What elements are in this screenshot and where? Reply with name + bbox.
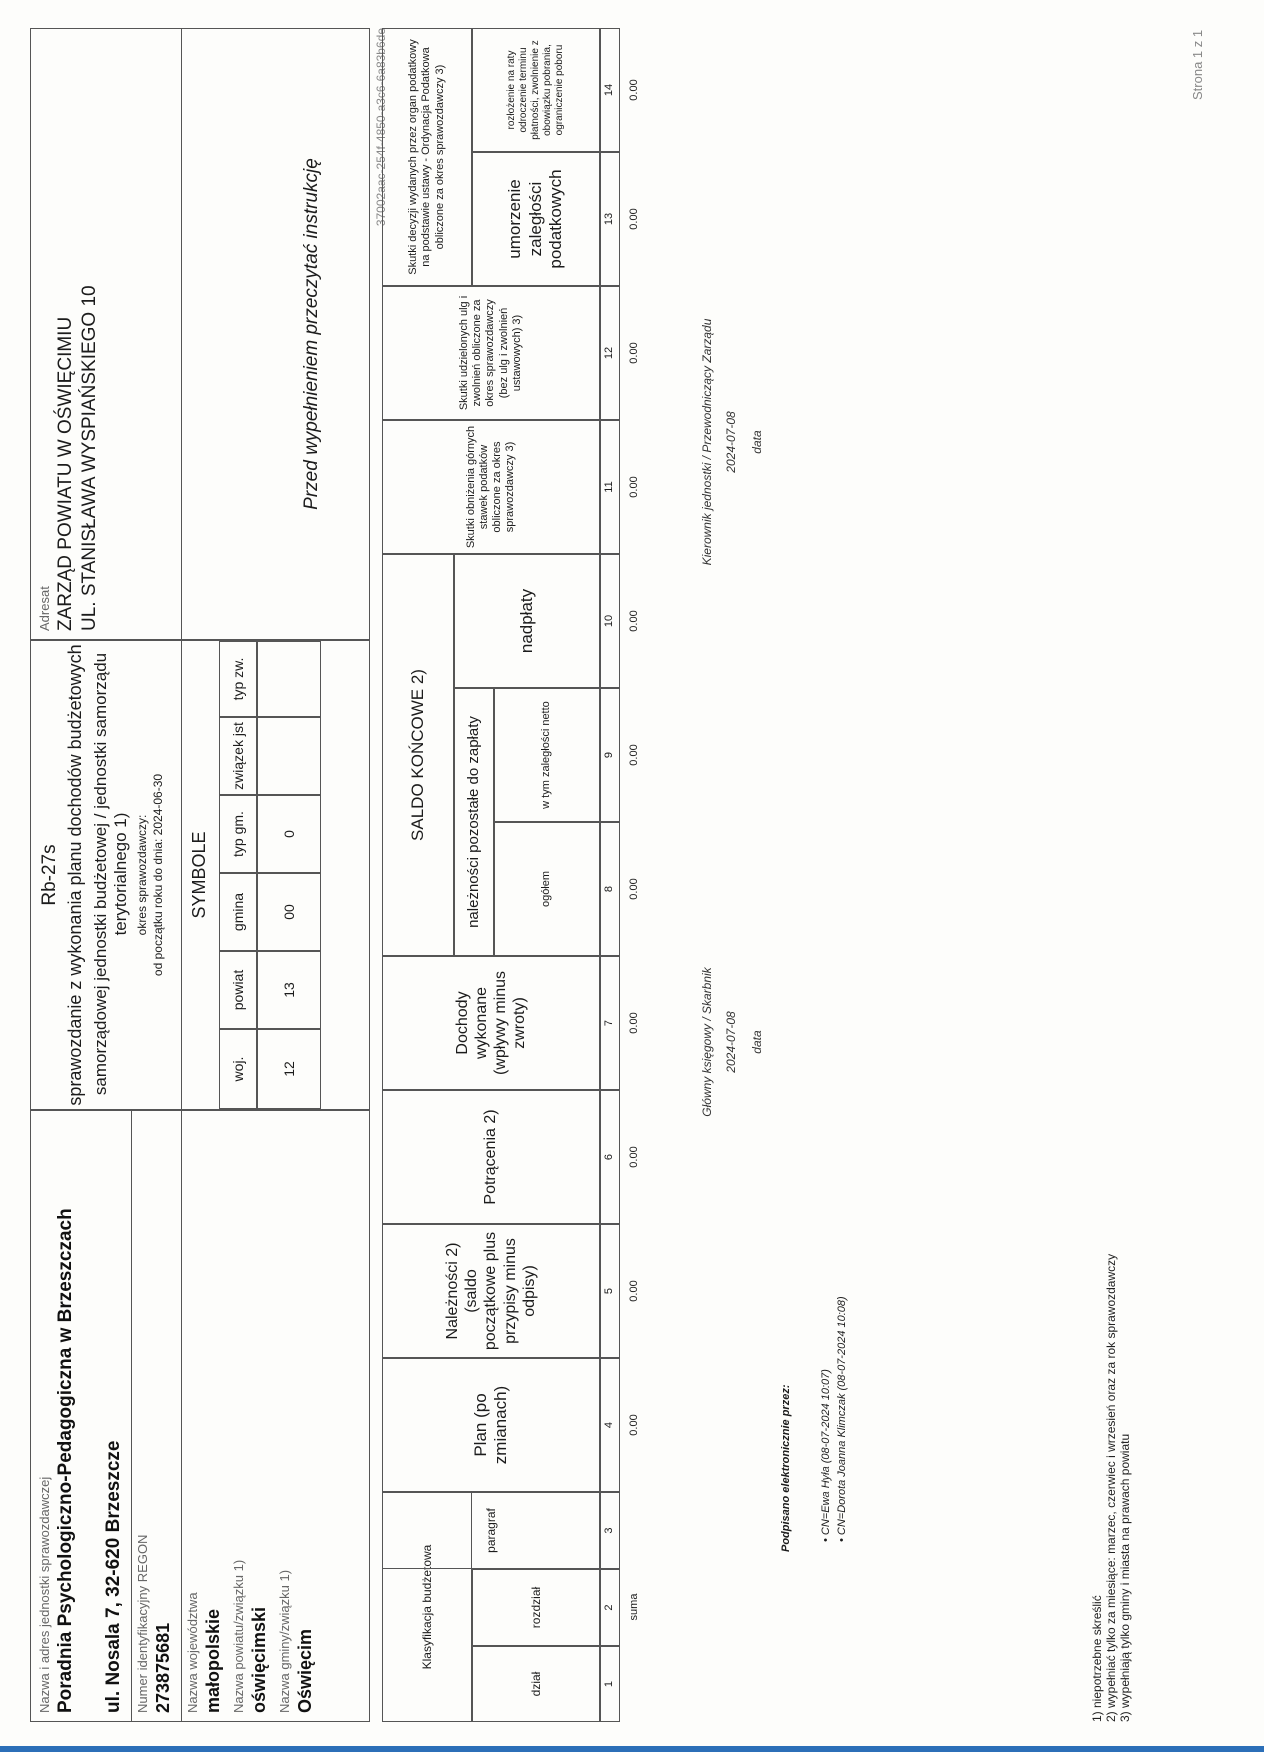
suma-ogolem: 0.00	[628, 878, 641, 900]
potracenia-header: Potrącenia 2)	[382, 1090, 600, 1224]
title-line-1: sprawozdanie z wykonania planu dochodów budżetowych	[65, 644, 85, 1106]
col-number-4: 4	[600, 1358, 620, 1492]
jednostka-name: Poradnia Psychologiczno-Pedagogiczna w Brzeszczach	[55, 1208, 76, 1713]
naleznosci-header: Należności 2) (saldo początkowe plus przypisy minus odpisy)	[382, 1224, 600, 1358]
col-number-5: 5	[600, 1224, 620, 1358]
symbol-col-gmina: gmina	[219, 873, 257, 951]
col-number-2: 2	[600, 1569, 620, 1646]
page-label: Strona 1 z 1	[1190, 29, 1205, 100]
signer-2: • CN=Dorota Joanna Klimczak (08-07-2024 10:08)	[836, 1296, 848, 1542]
skutki-obnizenia-header: Skutki obniżenia górnych stawek podatków obliczone za okres sprawozdawczy 3)	[382, 420, 600, 554]
document-id: 37002aac-254f-4850-a3c6-6a83b6de	[374, 28, 388, 227]
symbol-val-zwiazek	[257, 717, 321, 795]
skarbnik-date-label: data	[750, 1030, 764, 1054]
suma-dochody: 0.00	[628, 1012, 641, 1034]
nadplaty-header: nadpłaty	[454, 554, 600, 688]
klasyfikacja-header: Klasyfikacja budżetowa	[382, 1492, 472, 1722]
suma-nadplaty: 0.00	[628, 610, 641, 632]
jednostka-label: Nazwa i adres jednostki sprawozdawczej	[37, 1476, 52, 1713]
title-line-2: samorządowej jednostki budżetowej / jednostki samorządu terytorialnego 1)	[91, 652, 130, 1096]
adresat-line-1: ZARZĄD POWIATU W OŚWIĘCIMIU	[55, 316, 76, 631]
symbol-val-woj: 12	[257, 1029, 321, 1109]
kierownik-date: 2024-07-08	[724, 411, 738, 473]
woj-label: Nazwa województwa	[185, 1592, 200, 1713]
dochody-header: Dochody wykonane (wpływy minus zwroty)	[382, 956, 600, 1090]
skarbnik-role: Główny księgowy / Skarbnik	[700, 967, 714, 1117]
adresat-label: Adresat	[37, 586, 52, 631]
col-number-13: 13	[600, 152, 620, 286]
signer-1-text: CN=Ewa Hyła (08-07-2024 10:07)	[820, 1369, 832, 1536]
umorzenie-header: umorzenie zaległości podatkowych	[472, 152, 600, 286]
col-number-7: 7	[600, 956, 620, 1090]
regon-label: Numer identyfikacyjny REGON	[135, 1534, 150, 1713]
kierownik-date-label: data	[750, 430, 764, 454]
symbol-col-typ-zw: typ zw.	[219, 641, 257, 717]
skutki-ulg-header: Skutki udzielonych ulg i zwolnień obliczone za okres sprawozdawczy (bez ulg i zwolnień ustawowych) 3)	[382, 286, 600, 420]
col-number-9: 9	[600, 688, 620, 822]
signer-1: • CN=Ewa Hyła (08-07-2024 10:07)	[820, 1369, 832, 1542]
col-number-14: 14	[600, 28, 620, 152]
suma-plan: 0.00	[628, 1414, 641, 1436]
signer-2-text: CN=Dorota Joanna Klimczak (08-07-2024 10:08)	[836, 1296, 848, 1536]
okres-value: od początku roku do dnia: 2024-06-30	[151, 773, 165, 977]
jednostka-box	[30, 1110, 370, 1722]
col-number-10: 10	[600, 554, 620, 688]
okres-label: okres sprawozdawczy:	[135, 814, 149, 936]
rozdzial-header: rozdział	[472, 1569, 600, 1646]
col-number-11: 11	[600, 420, 620, 554]
saldo-header: SALDO KOŃCOWE 2)	[382, 554, 454, 956]
suma-label: suma	[628, 1593, 641, 1621]
kierownik-role: Kierownik jednostki / Przewodniczący Zarządu	[700, 318, 714, 566]
symbol-val-typ-zw	[257, 641, 321, 717]
footnote-1: 1) niepotrzebne skreślić	[1090, 1595, 1104, 1722]
symbol-col-woj: woj.	[219, 1029, 257, 1109]
symbol-col-powiat: powiat	[219, 951, 257, 1029]
plan-header: Plan (po zmianach)	[382, 1358, 600, 1492]
skutki-decyzji-header: Skutki decyzji wydanych przez organ podatkowy na podstawie ustawy - Ordynacja Podatkowa obliczone za okres sprawozdawczy 3)	[382, 28, 472, 286]
col-number-1: 1	[600, 1646, 620, 1722]
col-number-3: 3	[600, 1492, 620, 1569]
gmina-label: Nazwa gminy/związku 1)	[277, 1569, 292, 1713]
paragraf-header: paragraf	[382, 1492, 600, 1569]
suma-umorzenie: 0.00	[628, 208, 641, 230]
suma-potracenia: 0.00	[628, 1146, 641, 1168]
suma-rozlozenie: 0.00	[628, 79, 641, 101]
adresat-box	[30, 28, 370, 640]
jednostka-address: ul. Nosala 7, 32-620 Brzeszcze	[103, 1440, 124, 1713]
podpisano-label: Podpisano elektronicznie przez:	[780, 1384, 792, 1552]
adresat-line-2: UL. STANISŁAWA WYSPIAŃSKIEGO 10	[79, 285, 100, 631]
powiat-label: Nazwa powiatu/związku 1)	[231, 1559, 246, 1713]
symbol-val-typ-gm: 0	[257, 795, 321, 873]
ogolem-header: ogółem	[494, 822, 600, 956]
footnote-3: 3) wypełniają tylko gminy i miasta na prawach powiatu	[1118, 1433, 1132, 1722]
suma-zaleglosci: 0.00	[628, 744, 641, 766]
skarbnik-date: 2024-07-08	[724, 1011, 738, 1073]
rozlozenie-header: rozłożenie na raty odroczenie terminu płatności, zwolnienie z obowiązku pobrania, ograniczenie poboru	[472, 28, 600, 152]
woj-value: małopolskie	[203, 1608, 223, 1713]
col-number-8: 8	[600, 822, 620, 956]
footnote-2: 2) wypełniać tylko za miesiące: marzec, czerwiec i wrzesień oraz za rok sprawozdawczy	[1104, 1253, 1118, 1722]
symbol-col-zwiazek: związek jst	[219, 717, 257, 795]
col-number-6: 6	[600, 1090, 620, 1224]
col-number-12: 12	[600, 286, 620, 420]
regon-value: 273875681	[153, 1622, 173, 1713]
powiat-value: oświęcimski	[249, 1606, 269, 1713]
gmina-value: Oświęcim	[295, 1628, 315, 1713]
instrukcja-note: Przed wypełnieniem przeczytać instrukcję	[301, 158, 322, 510]
symbole-title: SYMBOLE	[189, 831, 209, 919]
suma-skutki-obnizenia: 0.00	[628, 476, 641, 498]
symbol-val-gmina: 00	[257, 873, 321, 951]
symbol-val-powiat: 13	[257, 951, 321, 1029]
w-tym-header: w tym zaległości netto	[494, 688, 600, 822]
suma-naleznosci: 0.00	[628, 1280, 641, 1302]
naleznosci-pozostale-header: należności pozostałe do zapłaty	[454, 688, 494, 956]
dzial-header: dział	[472, 1646, 600, 1722]
suma-skutki-ulg: 0.00	[628, 342, 641, 364]
form-code: Rb-27s	[39, 844, 60, 906]
symbol-col-typ-gm: typ gm.	[219, 795, 257, 873]
title-box	[30, 640, 370, 1110]
